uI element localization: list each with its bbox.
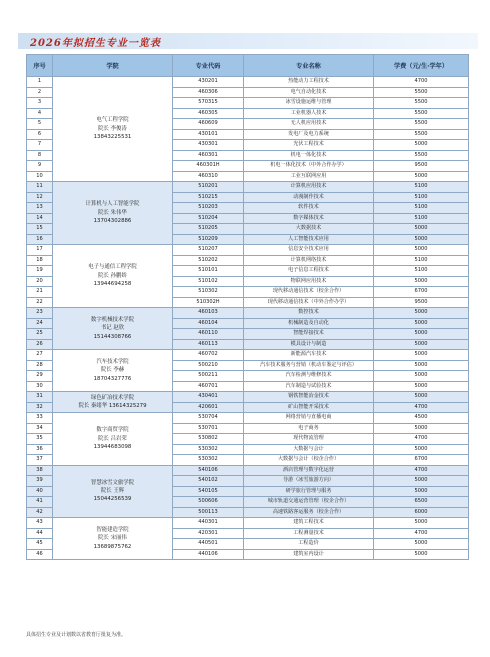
college-line: 书记 赵欣 <box>100 325 125 332</box>
row-index: 1 <box>27 77 53 88</box>
major-code: 510202 <box>173 255 244 266</box>
footnote: 具体招生专业及计划数以省教育厅批复为准。 <box>26 632 127 638</box>
major-name: 高速铁路客运服务（校企合作） <box>244 507 374 518</box>
row-index: 13 <box>27 203 53 214</box>
tuition: 5000 <box>374 486 469 497</box>
major-name: 冰雪设施运维与管理 <box>244 98 374 109</box>
row-index: 27 <box>27 350 53 361</box>
tuition: 4700 <box>374 402 469 413</box>
major-name: 工业互联网应用 <box>244 171 374 182</box>
row-index: 16 <box>27 234 53 245</box>
header-college: 学院 <box>53 55 173 77</box>
college-line: 院长 宋丽伟 <box>98 535 127 542</box>
major-name: 计算机应用技术 <box>244 182 374 193</box>
tuition: 5000 <box>374 444 469 455</box>
row-index: 23 <box>27 308 53 319</box>
table-row <box>27 465 469 476</box>
major-name: 电子商务 <box>244 423 374 434</box>
row-index: 15 <box>27 224 53 235</box>
table-row <box>27 245 469 256</box>
row-index: 45 <box>27 539 53 550</box>
college-line: 电子与通信工程学院 <box>88 264 137 271</box>
row-index: 40 <box>27 486 53 497</box>
major-code: 460110 <box>173 329 244 340</box>
major-code: 570315 <box>173 98 244 109</box>
row-index: 34 <box>27 423 53 434</box>
row-index: 37 <box>27 455 53 466</box>
tuition: 5100 <box>374 182 469 193</box>
major-code: 510203 <box>173 203 244 214</box>
major-name: 工程造价 <box>244 539 374 550</box>
major-name: 发电厂及电力系统 <box>244 129 374 140</box>
tuition: 5500 <box>374 98 469 109</box>
major-name: 建筑工程技术 <box>244 518 374 529</box>
major-name: 钢铁智能冶金技术 <box>244 392 374 403</box>
major-code: 460701 <box>173 381 244 392</box>
major-code: 510209 <box>173 234 244 245</box>
major-name: 热能动力工程技术 <box>244 77 374 88</box>
row-index: 4 <box>27 108 53 119</box>
college-line: 院长 李赫 <box>100 367 125 374</box>
row-index: 31 <box>27 392 53 403</box>
tuition: 5000 <box>374 392 469 403</box>
tuition: 9500 <box>374 297 469 308</box>
row-index: 5 <box>27 119 53 130</box>
college-line: 院长 吕岩荣 <box>98 435 127 442</box>
major-code: 430101 <box>173 129 244 140</box>
major-code: 440106 <box>173 549 244 560</box>
college-line: 18704327776 <box>93 375 132 382</box>
major-name: 大数据与会计（校企合作） <box>244 455 374 466</box>
college-cell <box>53 77 173 182</box>
row-index: 38 <box>27 465 53 476</box>
college-cell <box>53 308 173 350</box>
major-code: 460305 <box>173 108 244 119</box>
major-name: 现代物流管理 <box>244 434 374 445</box>
college-line: 数字商贸学院 <box>96 427 129 434</box>
major-code: 530802 <box>173 434 244 445</box>
tuition: 5000 <box>374 339 469 350</box>
table-header-row <box>27 55 469 77</box>
college-line: 院长 孙鹏娇 <box>98 272 127 279</box>
major-name: 无人机应用技术 <box>244 119 374 130</box>
major-name: 现代移动通信技术（中外合作办学） <box>244 297 374 308</box>
college-line: 13944694258 <box>93 281 132 288</box>
major-name: 汽车制造与试验技术 <box>244 381 374 392</box>
table-row <box>27 518 469 529</box>
tuition: 4700 <box>374 465 469 476</box>
major-name: 网络营销与直播电商 <box>244 413 374 424</box>
tuition: 5000 <box>374 371 469 382</box>
college-line: 13704302886 <box>93 218 132 225</box>
tuition: 4500 <box>374 413 469 424</box>
tuition: 5000 <box>374 224 469 235</box>
college-cell <box>53 413 173 466</box>
major-code: 510204 <box>173 213 244 224</box>
row-index: 19 <box>27 266 53 277</box>
major-code: 530302 <box>173 455 244 466</box>
college-cell <box>53 518 173 560</box>
college-line: 汽车技术学院 <box>96 358 129 365</box>
tuition: 5000 <box>374 234 469 245</box>
major-code: 510302 <box>173 287 244 298</box>
row-index: 33 <box>27 413 53 424</box>
major-code: 460702 <box>173 350 244 361</box>
row-index: 21 <box>27 287 53 298</box>
major-code: 460310 <box>173 171 244 182</box>
major-code: 460113 <box>173 339 244 350</box>
major-code: 540105 <box>173 486 244 497</box>
table-row <box>27 413 469 424</box>
major-code: 530704 <box>173 413 244 424</box>
major-name: 机械制造及自动化 <box>244 318 374 329</box>
major-name: 信息安全技术应用 <box>244 245 374 256</box>
row-index: 3 <box>27 98 53 109</box>
header-index: 序号 <box>27 55 53 77</box>
tuition: 5100 <box>374 255 469 266</box>
row-index: 29 <box>27 371 53 382</box>
tuition: 5000 <box>374 476 469 487</box>
college-line: 15144308766 <box>93 333 132 340</box>
tuition: 5000 <box>374 549 469 560</box>
tuition: 5000 <box>374 318 469 329</box>
row-index: 12 <box>27 192 53 203</box>
tuition: 5000 <box>374 329 469 340</box>
major-code: 430301 <box>173 140 244 151</box>
tuition: 5500 <box>374 108 469 119</box>
college-line: 院长 李俊涛 <box>98 125 127 132</box>
row-index: 9 <box>27 161 53 172</box>
college-line: 智能建造学院 <box>96 526 129 533</box>
major-name: 汽车检测与维修技术 <box>244 371 374 382</box>
row-index: 25 <box>27 329 53 340</box>
page-title: 2026年拟招生专业一览表 <box>30 38 161 49</box>
row-index: 20 <box>27 276 53 287</box>
table-row <box>27 308 469 319</box>
major-code: 460609 <box>173 119 244 130</box>
header-code: 专业代码 <box>173 55 244 77</box>
tuition: 5000 <box>374 245 469 256</box>
row-index: 41 <box>27 497 53 508</box>
major-code: 440301 <box>173 518 244 529</box>
college-cell <box>53 392 173 413</box>
row-index: 24 <box>27 318 53 329</box>
college-line: 数字机械技术学院 <box>90 316 135 323</box>
major-code: 500606 <box>173 497 244 508</box>
header-major: 专业名称 <box>244 55 374 77</box>
tuition: 4700 <box>374 77 469 88</box>
table-body <box>27 77 469 560</box>
row-index: 43 <box>27 518 53 529</box>
tuition: 5100 <box>374 203 469 214</box>
major-code: 510215 <box>173 192 244 203</box>
college-line: 院长 朱伟华 <box>98 209 127 216</box>
major-code: 510205 <box>173 224 244 235</box>
major-code: 460104 <box>173 318 244 329</box>
header-tuition: 学费（元/生·学年） <box>374 55 469 77</box>
major-name: 机电一体化技术 <box>244 150 374 161</box>
major-name: 新能源汽车技术 <box>244 350 374 361</box>
major-name: 矿山智能开采技术 <box>244 402 374 413</box>
row-index: 36 <box>27 444 53 455</box>
row-index: 11 <box>27 182 53 193</box>
major-name: 大数据技术 <box>244 224 374 235</box>
major-name: 城市轨道交通运营管理（校企合作） <box>244 497 374 508</box>
tuition: 5500 <box>374 150 469 161</box>
major-code: 510207 <box>173 245 244 256</box>
tuition: 5100 <box>374 213 469 224</box>
tuition: 5500 <box>374 87 469 98</box>
major-code: 460301H <box>173 161 244 172</box>
row-index: 44 <box>27 528 53 539</box>
college-line: 15044256539 <box>93 496 132 503</box>
tuition: 6500 <box>374 497 469 508</box>
table-row <box>27 77 469 88</box>
major-name: 模具设计与制造 <box>244 339 374 350</box>
major-name: 电气自动化技术 <box>244 87 374 98</box>
major-name: 导游（冰雪旅游方向） <box>244 476 374 487</box>
tuition: 5000 <box>374 381 469 392</box>
major-name: 工程测量技术 <box>244 528 374 539</box>
major-code: 420601 <box>173 402 244 413</box>
college-line: 电气工程学院 <box>96 117 129 124</box>
tuition: 5000 <box>374 350 469 361</box>
tuition: 5000 <box>374 171 469 182</box>
row-index: 39 <box>27 476 53 487</box>
tuition: 5100 <box>374 192 469 203</box>
row-index: 46 <box>27 549 53 560</box>
college-line: 13689875762 <box>93 543 132 550</box>
major-code: 510201 <box>173 182 244 193</box>
row-index: 32 <box>27 402 53 413</box>
major-name: 工业机器人技术 <box>244 108 374 119</box>
majors-table <box>26 54 469 560</box>
major-name: 汽车技术服务与营销（机动车鉴定与评估） <box>244 360 374 371</box>
major-name: 大数据与会计 <box>244 444 374 455</box>
row-index: 7 <box>27 140 53 151</box>
tuition: 4700 <box>374 434 469 445</box>
major-code: 510302H <box>173 297 244 308</box>
table-row <box>27 392 469 403</box>
college-line: 13843225531 <box>93 134 132 141</box>
tuition: 9500 <box>374 161 469 172</box>
major-code: 440501 <box>173 539 244 550</box>
major-name: 酒店管理与数字化运营 <box>244 465 374 476</box>
row-index: 10 <box>27 171 53 182</box>
major-name: 人工智能技术应用 <box>244 234 374 245</box>
row-index: 26 <box>27 339 53 350</box>
row-index: 2 <box>27 87 53 98</box>
table-row <box>27 182 469 193</box>
row-index: 14 <box>27 213 53 224</box>
major-name: 软件技术 <box>244 203 374 214</box>
major-code: 500210 <box>173 360 244 371</box>
major-name: 建筑室内设计 <box>244 549 374 560</box>
college-cell <box>53 245 173 308</box>
college-cell <box>53 182 173 245</box>
row-index: 17 <box>27 245 53 256</box>
college-line: 绿色矿冶技术学院 <box>90 394 135 401</box>
major-name: 计算机网络技术 <box>244 255 374 266</box>
major-name: 物联网应用技术 <box>244 276 374 287</box>
row-index: 22 <box>27 297 53 308</box>
row-index: 6 <box>27 129 53 140</box>
major-code: 530302 <box>173 444 244 455</box>
row-index: 42 <box>27 507 53 518</box>
row-index: 18 <box>27 255 53 266</box>
college-line: 计算机与人工智能学院 <box>85 201 140 208</box>
college-cell <box>53 465 173 518</box>
college-line: 院长 王辉 <box>100 488 125 495</box>
major-code: 460306 <box>173 87 244 98</box>
major-code: 510102 <box>173 276 244 287</box>
major-code: 530701 <box>173 423 244 434</box>
tuition: 6700 <box>374 287 469 298</box>
major-code: 500113 <box>173 507 244 518</box>
row-index: 8 <box>27 150 53 161</box>
tuition: 5000 <box>374 276 469 287</box>
major-name: 机电一体化技术（中外合作办学） <box>244 161 374 172</box>
row-index: 28 <box>27 360 53 371</box>
major-name: 现代移动通信技术（校企合作） <box>244 287 374 298</box>
major-code: 540102 <box>173 476 244 487</box>
major-name: 研学旅行管理与服务 <box>244 486 374 497</box>
tuition: 5000 <box>374 423 469 434</box>
major-name: 数字媒体技术 <box>244 213 374 224</box>
college-cell <box>53 350 173 392</box>
tuition: 5500 <box>374 119 469 130</box>
major-code: 430401 <box>173 392 244 403</box>
tuition: 5000 <box>374 360 469 371</box>
tuition: 5000 <box>374 140 469 151</box>
tuition: 5100 <box>374 266 469 277</box>
major-code: 460301 <box>173 150 244 161</box>
major-code: 460103 <box>173 308 244 319</box>
major-code: 500211 <box>173 371 244 382</box>
major-code: 540106 <box>173 465 244 476</box>
major-code: 420301 <box>173 528 244 539</box>
table-row <box>27 350 469 361</box>
college-line: 13944683098 <box>93 443 132 450</box>
major-name: 电子信息工程技术 <box>244 266 374 277</box>
tuition: 6700 <box>374 455 469 466</box>
row-index: 35 <box>27 434 53 445</box>
major-name: 动漫制作技术 <box>244 192 374 203</box>
major-name: 光伏工程技术 <box>244 140 374 151</box>
tuition: 6000 <box>374 507 469 518</box>
major-name: 数控技术 <box>244 308 374 319</box>
major-code: 510101 <box>173 266 244 277</box>
major-code: 430201 <box>173 77 244 88</box>
tuition: 5500 <box>374 129 469 140</box>
tuition: 5000 <box>374 518 469 529</box>
tuition: 5000 <box>374 308 469 319</box>
college-line: 智慧冰雪文旅学院 <box>90 479 135 486</box>
tuition: 4700 <box>374 528 469 539</box>
major-name: 智能焊接技术 <box>244 329 374 340</box>
tuition: 5000 <box>374 539 469 550</box>
college-line: 院长 秦绪华 13614325279 <box>78 403 147 409</box>
row-index: 30 <box>27 381 53 392</box>
